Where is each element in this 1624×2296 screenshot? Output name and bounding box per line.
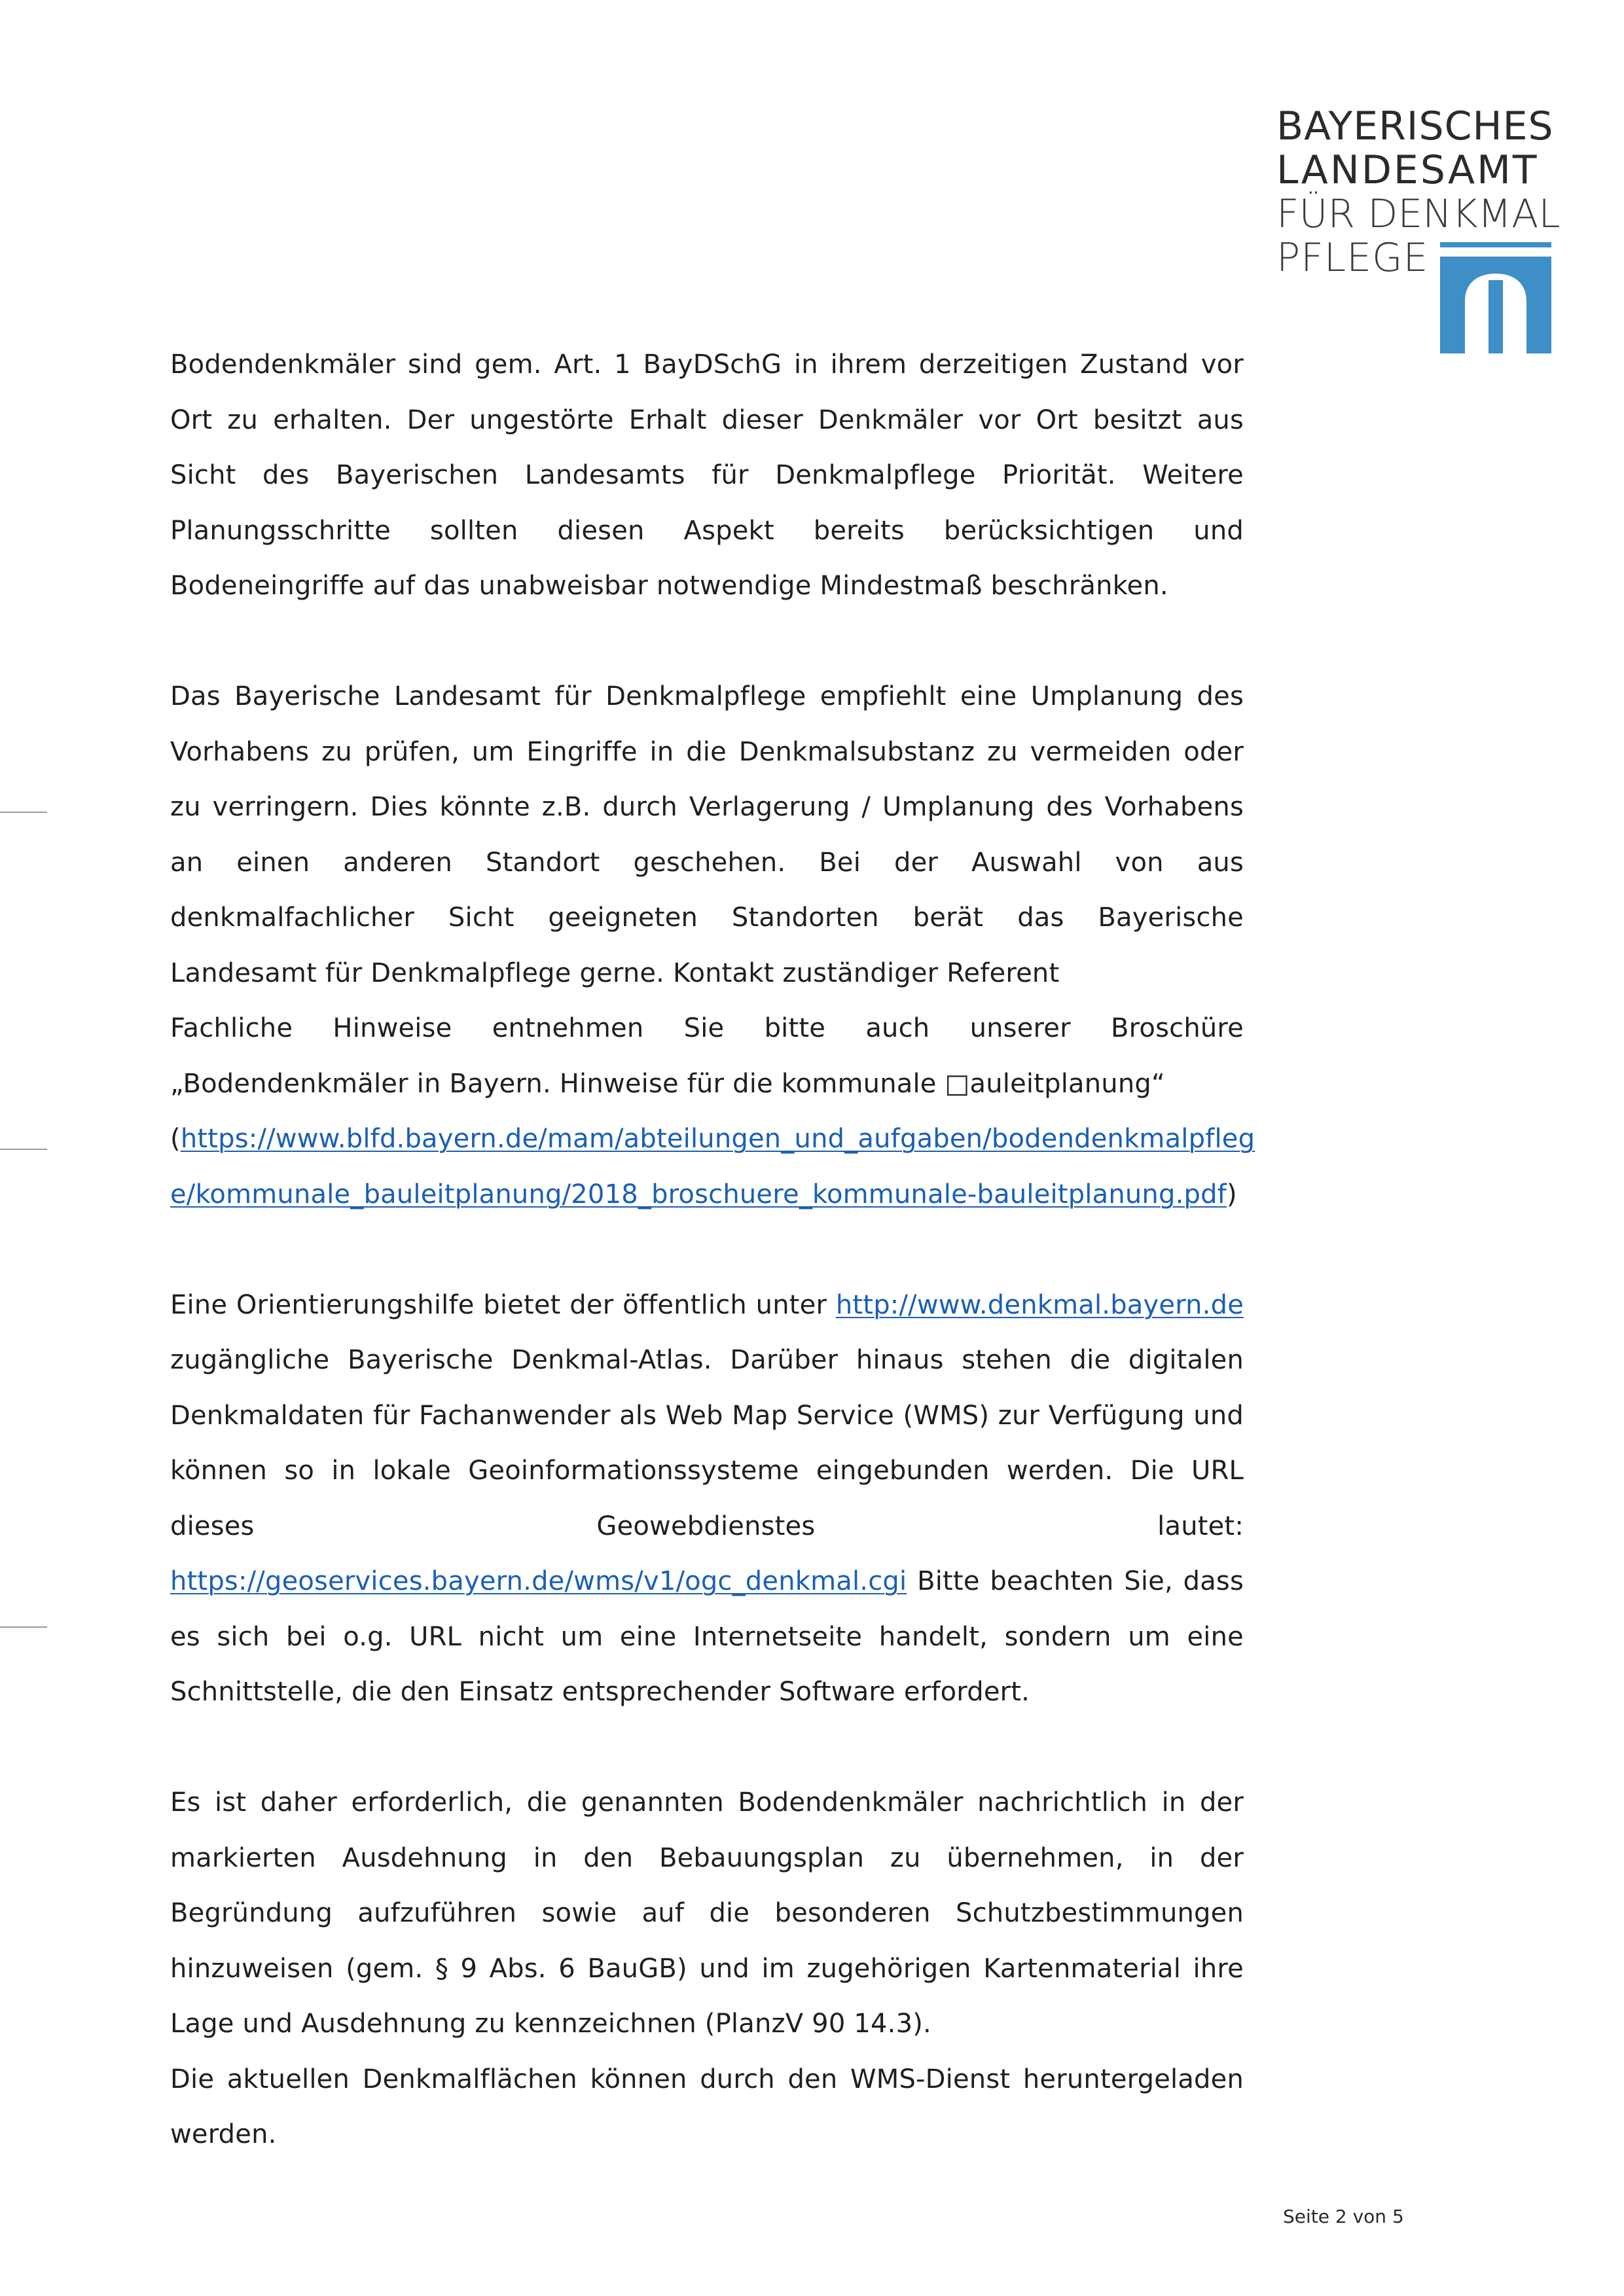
letter-body xyxy=(170,337,1255,2162)
close-paren: ) xyxy=(1226,1179,1237,1210)
punch-mark xyxy=(0,1149,47,1150)
brochure-link-line2: e/kommunale_bauleitplanung/2018_broschuere_kommunale-bauleitplanung.pdf xyxy=(170,1179,1227,1210)
paragraph-replanning: Das Bayerische Landesamt für Denkmalpflege empfiehlt eine Umplanung des Vorhabens zu prüfen, um Eingriffe in die Denkmalsubstanz zu vermeiden oder zu verringern. Dies könnte z.B. durch Verlagerung / Umplanung des Vorhabens an einen anderen Standort geschehen. Bei der Auswahl von aus denkmalfachlicher Sicht geeigneten Standorten berät das Bayerische Landesamt für Denkmalpflege gerne. Kontakt zuständiger Referent xyxy=(170,681,1244,988)
fold-mark-bottom xyxy=(0,1626,47,1628)
atlas-text-1: Eine Orientierungshilfe bietet der öffentlich unter xyxy=(170,1289,827,1320)
page-number: Seite 2 von 5 xyxy=(1283,2206,1404,2227)
brochure-link[interactable] xyxy=(170,1124,1255,1210)
paragraph-gap xyxy=(170,1222,1244,1278)
paragraph-atlas xyxy=(170,1278,1244,1720)
atlas-text-3: Bitte beachten Sie, dass es sich bei o.g. URL nicht um eine Internetseite handelt, sondern um eine Schnittstelle, die den Einsatz entsprechender Software erfordert. xyxy=(170,1566,1244,1707)
brochure-link-line1: https://www.blfd.bayern.de/mam/abteilungen_und_aufgaben/bodendenkmalpfleg xyxy=(180,1124,1255,1154)
paragraph-gap xyxy=(170,614,1244,670)
paragraph-brochure xyxy=(170,1001,1255,1222)
open-paren: ( xyxy=(170,1124,181,1154)
logo-line-1: BAYERISCHES xyxy=(1276,103,1554,149)
arch-icon xyxy=(1440,242,1551,353)
logo-line-3: FÜR DENKMAL xyxy=(1276,191,1561,237)
paragraph-preservation: Bodendenkmäler sind gem. Art. 1 BayDSchG in ihrem derzeitigen Zustand vor Ort zu erhalten. Der ungestörte Erhalt dieser Denkmäler vor Ort besitzt aus Sicht des Bayerischen Landesamts für Denkmalpflege Priorität. Weitere Planungsschritte sollten diesen Aspekt bereits berücksichtigen und Bodeneingriffe auf das unabweisbar notwendige Mindestmaß beschränken. xyxy=(170,350,1244,601)
logo-line-4: PFLEGE xyxy=(1276,235,1429,281)
atlas-text-2: zugängliche Bayerische Denkmal-Atlas. Darüber hinaus stehen die digitalen Denkmaldaten für Fachanwender als Web Map Service (WMS) zur Verfügung und können so in lokale Geoinformationssysteme eingebunden werden. Die URL dieses Geowebdienstes lautet: xyxy=(170,1345,1244,1541)
denkmal-atlas-link[interactable]: http://www.denkmal.bayern.de xyxy=(835,1289,1244,1320)
logo-line-2: LANDESAMT xyxy=(1276,147,1539,193)
paragraph-download: Die aktuellen Denkmalflächen können durch den WMS-Dienst heruntergeladen werden. xyxy=(170,2064,1244,2149)
paragraph-requirement: Es ist daher erforderlich, die genannten Bodendenkmäler nachrichtlich in der markierten Ausdehnung in den Bebauungsplan zu übernehmen, in der Begründung aufzuführen sowie auf die besonderen Schutzbestimmungen hinzuweisen (gem. § 9 Abs. 6 BauGB) und im zugehörigen Kartenmaterial ihre Lage und Ausdehnung zu kennzeichnen (PlanzV 90 14.3). xyxy=(170,1787,1244,2039)
fold-mark-top xyxy=(0,812,47,813)
brochure-text: Fachliche Hinweise entnehmen Sie bitte auch unserer Broschüre „Bodendenkmäler in Bayern. Hinweise für die kommunale □auleitplanung“ xyxy=(170,1013,1244,1099)
blfd-logo xyxy=(1276,101,1561,357)
paragraph-gap xyxy=(170,1720,1244,1776)
wms-service-link[interactable]: https://geoservices.bayern.de/wms/v1/ogc_denkmal.cgi xyxy=(170,1566,907,1596)
